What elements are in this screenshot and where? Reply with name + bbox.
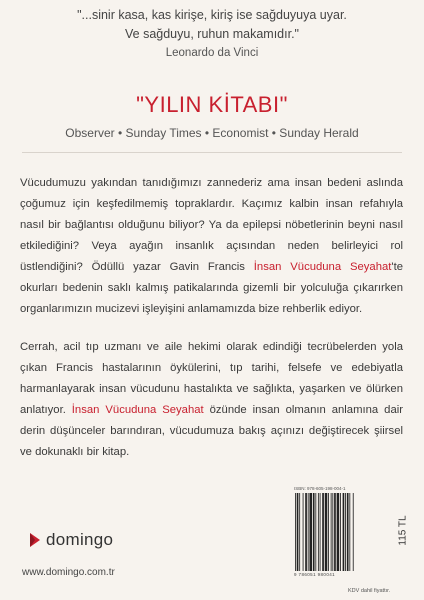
epigraph: [0, 6, 424, 63]
barcode-bar: [349, 493, 350, 571]
publisher-url: www.domingo.com.tr: [22, 567, 115, 578]
barcode-bar: [295, 493, 296, 571]
blurb-text: özünde insan olmanın anlamına dair derin düşünceler barındıran, vücudumuza bakış açınızı değiştirecek şiirsel ve dokunaklı bir kitap.: [20, 404, 403, 458]
price: 115 TL: [397, 515, 409, 546]
publisher-logo-icon: [28, 530, 42, 550]
headline: "YILIN KİTABI": [136, 92, 288, 117]
barcode-bar: [345, 493, 346, 571]
tax-note: KDV dahil fiyattır.: [348, 588, 391, 594]
barcode-bar: [309, 493, 312, 571]
barcode-bar: [331, 493, 332, 571]
book-title-highlight: İnsan Vücuduna Seyahat: [253, 261, 392, 273]
barcode-bar: [328, 493, 329, 571]
quote-line-2: Ve sağduyu, ruhun makamıdır.": [125, 27, 299, 41]
blurb: [20, 173, 403, 480]
barcode-bar: [313, 493, 315, 571]
barcode-bar: [353, 493, 354, 571]
barcode-bar: [303, 493, 304, 571]
quote-author: Leonardo da Vinci: [165, 47, 259, 59]
barcode-bar: [308, 493, 309, 571]
blurb-paragraph-1: [20, 173, 403, 320]
barcode-block: [294, 486, 376, 577]
isbn: ISBN: 978-605-198-004-1: [294, 486, 346, 491]
barcode-bar: [334, 493, 336, 571]
barcode-number: 9 786051 980041: [294, 572, 336, 577]
barcode-bar: [318, 493, 319, 571]
barcode-bar: [347, 493, 349, 571]
barcode-bar: [305, 493, 307, 571]
blurb-text: 'te okurları bedenin saklı kalmış patikalarında gizemli bir yolculuğa çıkarırken organlarımızın mucizevi işleyişini anlamamızda bize rehberlik ediyor.: [20, 261, 404, 315]
blurb-text: Vücudumuzu yakından tanıdığımızı zannederiz ama insan bedeni aslında çoğumuz için keşfedilmemiş topraklardır. Kaçımız kalbin insan refahıyla nasıl bir bağlantısı olduğunu biliyor? Ya da epilepsi nöbetlerinin beyni nasıl etkilediğini? Veya ayağın insanlık açısından neden belirleyici rol üstlendiğini? Ödüllü yazar Gavin Francis: [20, 177, 403, 273]
barcode-bar: [315, 493, 316, 571]
barcode-bar: [343, 493, 345, 571]
book-title-highlight: İnsan Vücuduna Seyahat: [71, 404, 204, 416]
barcode-bar: [297, 493, 299, 571]
barcode-bar: [340, 493, 341, 571]
blurb-paragraph-2: [20, 337, 403, 463]
publisher-name: domingo: [46, 530, 114, 549]
barcode-bar: [320, 493, 321, 571]
publisher-logo: [28, 528, 113, 552]
barcode-bar: [332, 493, 333, 571]
barcode-bar: [299, 493, 300, 571]
blurb-text: Cerrah, acil tıp uzmanı ve aile hekimi olarak edindiği tecrübelerden yola çıkan Francis hastalarının öykülerini, tıp tarihi, felsefe ve edebiyatla harmanlayarak insan vücudunu hastalıkta ve sağlıkta, yaşarken ve ölürken anlatıyor.: [20, 341, 403, 416]
barcode-bar: [337, 493, 340, 571]
barcode: [294, 493, 376, 571]
barcode-bar: [325, 493, 328, 571]
divider: [22, 152, 402, 153]
press-list: Observer • Sunday Times • Economist • Sunday Herald: [65, 126, 359, 140]
quote-line-1: "...sinir kasa, kas kirişe, kiriş ise sağduyuya uyar.: [77, 8, 347, 22]
barcode-bar: [322, 493, 324, 571]
